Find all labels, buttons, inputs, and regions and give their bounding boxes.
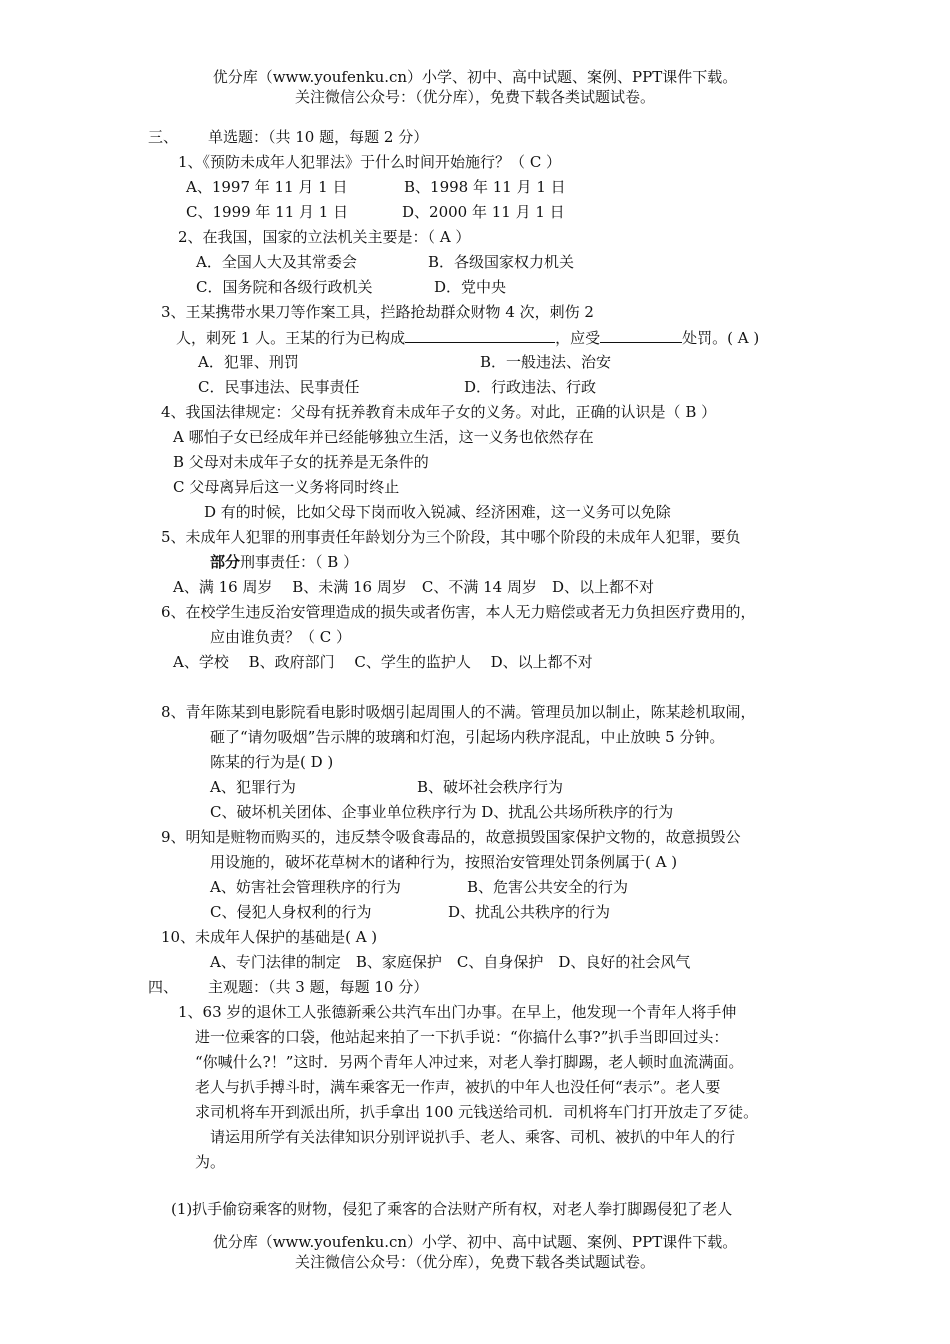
q9-stem-line-1: 9、明知是赃物而购买的，违反禁令吸食毒品的，故意损毁国家保护文物的，故意损毁公	[161, 828, 741, 846]
q9-option-a: A、妨害社会管理秩序的行为	[210, 878, 401, 896]
section-3-number: 三、	[148, 128, 179, 146]
q3-stem-line-2	[176, 327, 759, 348]
footer-line-1: 优分库（www.youfenku.cn）小学、初中、高中试题、案例、PPT课件下载。	[212, 1233, 738, 1251]
header-line-2: 关注微信公众号：（优分库），免费下载各类试题试卷。	[294, 88, 655, 106]
sq1-line-7: 为。	[195, 1153, 226, 1171]
q9-option-c: C、侵犯人身权利的行为	[210, 903, 372, 921]
q3-option-c: C．民事违法、民事责任	[198, 378, 360, 396]
q1-option-c: C、1999 年 11 月 1 日	[186, 203, 349, 221]
q2-option-b: B．各级国家权力机关	[428, 253, 575, 271]
q6-options: A、学校 B、政府部门 C、学生的监护人 D、以上都不对	[173, 653, 593, 671]
answer-blank-1	[405, 327, 555, 343]
q2-option-a: A．全国人大及其常委会	[196, 253, 357, 271]
q3-stem-line-1: 3、王某携带水果刀等作案工具，拦路抢劫群众财物 4 次，刺伤 2	[161, 303, 594, 321]
q5-stem-line-2	[210, 552, 358, 572]
q10-options: A、专门法律的制定 B、家庭保护 C、自身保护 D、良好的社会风气	[210, 953, 691, 971]
sq1-line-2: 进一位乘客的口袋，他站起来拍了一下扒手说：“你搞什么事?”扒手当即回过头：	[195, 1028, 729, 1046]
q8-stem-line-3: 陈某的行为是( D )	[210, 753, 334, 771]
q3-option-b: B．一般违法、治安	[480, 353, 612, 371]
sq1-line-5: 求司机将车开到派出所，扒手拿出 100 元钱送给司机．司机将车门打开放走了歹徒。	[195, 1103, 759, 1121]
q1-option-d: D、2000 年 11 月 1 日	[402, 203, 565, 221]
q5-options: A、满 16 周岁 B、未满 16 周岁 C、不满 14 周岁 D、以上都不对	[173, 578, 654, 596]
q9-stem-line-2: 用设施的，破坏花草树木的诸种行为，按照治安管理处罚条例属于( A )	[210, 853, 678, 871]
q2-option-c: C．国务院和各级行政机关	[196, 278, 373, 296]
q3-option-a: A．犯罪、刑罚	[198, 353, 299, 371]
section-3-title: 单选题：（共 10 题，每题 2 分）	[208, 128, 429, 146]
q8-option-b: B、破坏社会秩序行为	[417, 778, 564, 796]
q4-option-a: A 哪怕子女已经成年并已经能够独立生活，这一义务也依然存在	[173, 428, 594, 446]
q4-option-d: D 有的时候，比如父母下岗而收入锐减、经济困难，这一义务可以免除	[204, 503, 671, 521]
q4-stem: 4、我国法律规定：父母有抚养教育未成年子女的义务。对此，正确的认识是（ B ）	[161, 403, 717, 421]
q2-stem: 2、在我国，国家的立法机关主要是：（ A ）	[178, 228, 471, 246]
q9-option-b: B、危害公共安全的行为	[467, 878, 629, 896]
q10-stem: 10、未成年人保护的基础是( A )	[161, 928, 378, 946]
q8-stem-line-1: 8、青年陈某到电影院看电影时吸烟引起周围人的不满。管理员加以制止，陈某趁机取闹，	[161, 703, 756, 721]
sq1-line-1: 1、63 岁的退休工人张德新乘公共汽车出门办事。在早上，他发现一个青年人将手伸	[178, 1003, 737, 1021]
q5-stem-line-1: 5、未成年人犯罪的刑事责任年龄划分为三个阶段，其中哪个阶段的未成年人犯罪，要负	[161, 528, 741, 546]
q4-option-b: B 父母对未成年子女的抚养是无条件的	[173, 453, 429, 471]
q5-stem-rest: 刑事责任：（ B ）	[240, 553, 359, 571]
header-line-1: 优分库（www.youfenku.cn）小学、初中、高中试题、案例、PPT课件下载。	[212, 68, 738, 86]
answer-blank-2	[600, 327, 682, 343]
q6-stem-line-1: 6、在校学生违反治安管理造成的损失或者伤害，本人无力赔偿或者无力负担医疗费用的，	[161, 603, 756, 621]
section-4-title: 主观题：（共 3 题，每题 10 分）	[208, 978, 429, 996]
q3-option-d: D．行政违法、行政	[464, 378, 597, 396]
q9-option-d: D、扰乱公共秩序的行为	[448, 903, 611, 921]
q5-emphasis: 部分	[210, 553, 241, 571]
q8-option-a: A、犯罪行为	[210, 778, 296, 796]
sq1-line-6: 请运用所学有关法律知识分别评说扒手、老人、乘客、司机、被扒的中年人的行	[210, 1128, 736, 1146]
q8-stem-line-2: 砸了“请勿吸烟”告示牌的玻璃和灯泡，引起场内秩序混乱，中止放映 5 分钟。	[210, 728, 725, 746]
sq1-line-3: “你喊什么?！”这时．另两个青年人冲过来，对老人拳打脚踢，老人顿时血流满面。	[195, 1053, 744, 1071]
q6-stem-line-2: 应由谁负责？（ C ）	[210, 628, 352, 646]
q1-option-b: B、1998 年 11 月 1 日	[404, 178, 566, 196]
q8-option-cd: C、破坏机关团体、企事业单位秩序行为 D、扰乱公共场所秩序的行为	[210, 803, 674, 821]
q1-stem: 1、《预防未成年人犯罪法》于什么时间开始施行？（ C ）	[178, 153, 562, 171]
footer-line-2: 关注微信公众号：（优分库），免费下载各类试题试卷。	[294, 1253, 655, 1271]
q2-option-d: D．党中央	[434, 278, 507, 296]
section-4-number: 四、	[148, 978, 179, 996]
q3-stem-part-3: 处罚。( A )	[682, 329, 760, 347]
q3-stem-part-2: ，应受	[555, 329, 601, 347]
q4-option-c: C 父母离异后这一义务将同时终止	[173, 478, 400, 496]
sq1-answer: (1)扒手偷窃乘客的财物，侵犯了乘客的合法财产所有权，对老人拳打脚踢侵犯了老人	[171, 1200, 733, 1218]
sq1-line-4: 老人与扒手搏斗时，满车乘客无一作声，被扒的中年人也没任何“表示”。老人要	[195, 1078, 721, 1096]
q3-stem-part-1: 人，刺死 1 人。王某的行为已构成	[176, 329, 406, 347]
q1-option-a: A、1997 年 11 月 1 日	[186, 178, 348, 196]
